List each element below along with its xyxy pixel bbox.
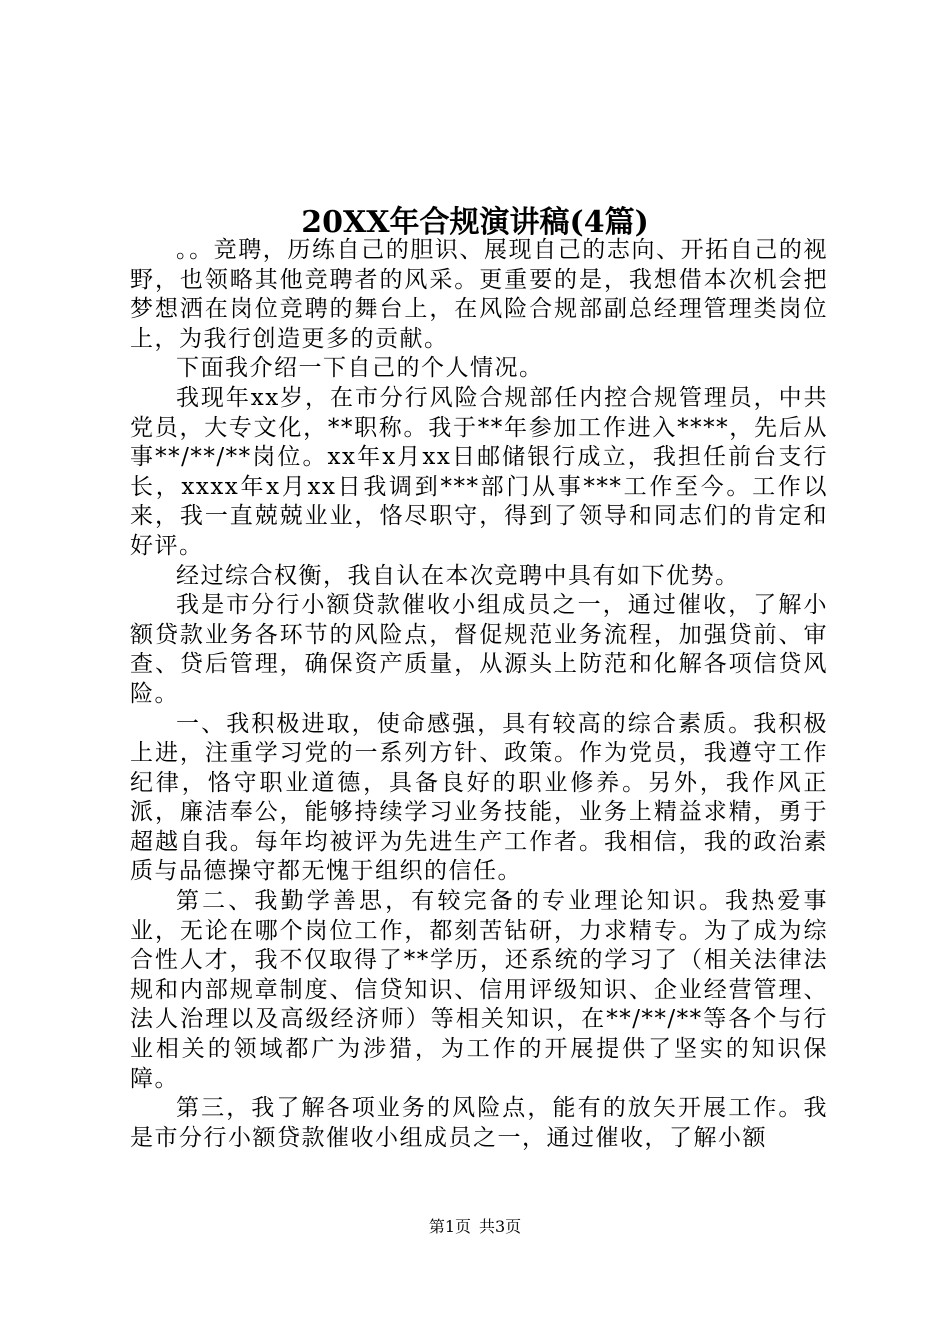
- page-total: 共3页: [479, 1217, 522, 1236]
- paragraph-intro: 。。竞聘，历练自己的胆识、展现自己的志向、开拓自己的视野，也领略其他竞聘者的风采。更重要的是，我想借本次机会把梦想洒在岗位竞聘的舞台上，在风险合规部副总经理管理类岗位上，为我行创造更多的贡献。: [130, 237, 828, 352]
- paragraph-point-three: 第三，我了解各项业务的风险点，能有的放矢开展工作。我是市分行小额贷款催收小组成员之一，通过催收，了解小额: [130, 1095, 828, 1151]
- document-body: [130, 236, 828, 1153]
- paragraph-advantages: 经过综合权衡，我自认在本次竞聘中具有如下优势。: [176, 562, 740, 589]
- document-title: 20XX年合规演讲稿(4篇): [301, 205, 649, 241]
- page-number: 第1页: [428, 1217, 471, 1236]
- paragraph-collection-team: 我是市分行小额贷款催收小组成员之一，通过催收，了解小额贷款业务各环节的风险点，督促规范业务流程，加强贷前、审查、贷后管理，确保资产质量，从源头上防范和化解各项信贷风险。: [130, 592, 828, 707]
- paragraph-point-one: 一、我积极进取，使命感强，具有较高的综合素质。我积极上进，注重学习党的一系列方针、政策。作为党员，我遵守工作纪律，恪守职业道德，具备良好的职业修养。另外，我作风正派，廉洁奉公，能够持续学习业务技能，业务上精益求精，勇于超越自我。每年均被评为先进生产工作者。我相信，我的政治素质与品德操守都无愧于组织的信任。: [130, 710, 828, 885]
- paragraph-background: 我现年xx岁，在市分行风险合规部任内控合规管理员，中共党员，大专文化，**职称。我于**年参加工作进入****，先后从事**/**/**岗位。xx年x月xx日邮储银行成立，我担任前台支行长，xxxx年x月xx日我调到***部门从事***工作至今。工作以来，我一直兢兢业业，恪尽职守，得到了领导和同志们的肯定和好评。: [130, 384, 828, 559]
- paragraph-point-two: 第二、我勤学善思，有较完备的专业理论知识。我热爱事业，无论在哪个岗位工作，都刻苦钻研，力求精专。为了成为综合性人才，我不仅取得了**学历，还系统的学习了（相关法律法规和内部规章制度、信贷知识、信用评级知识、企业经营管理、法人治理以及高级经济师）等相关知识，在**/**/**等各个与行业相关的领域都广为涉猎，为工作的开展提供了坚实的知识保障。: [130, 888, 828, 1092]
- page-footer: [0, 1216, 950, 1238]
- paragraph-personal-intro: 下面我介绍一下自己的个人情况。: [176, 355, 544, 382]
